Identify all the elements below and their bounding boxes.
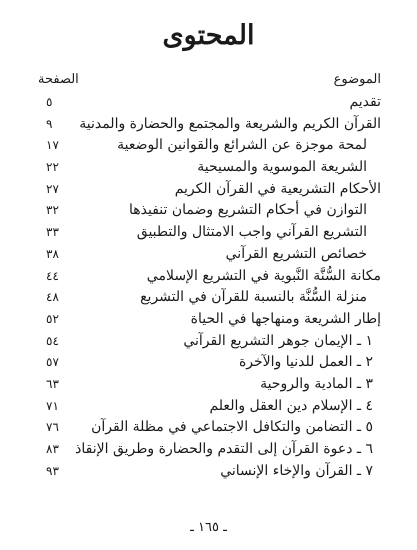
toc-entry-page: ٣٢ (46, 203, 59, 218)
toc-entry-page: ٧٦ (46, 420, 59, 435)
toc-row (0, 352, 417, 374)
toc-entry-page: ٢٢ (46, 160, 59, 175)
toc-entry-title: القرآن الكريم والشريعة والمجتمع والحضارة والمدنية (79, 115, 381, 132)
toc-row (0, 114, 417, 136)
toc-entry-page: ٨٣ (46, 442, 59, 456)
toc-entry-page: ٣٨ (46, 246, 59, 261)
toc-entry-page: ١٧ (46, 138, 59, 153)
toc-entry-title: إطار الشريعة ومنهاجها في الحياة (190, 310, 381, 327)
toc-row (0, 266, 417, 288)
toc-entry-title: مكانة السُّنَّة النَّبوية في التشريع الإسلامي (146, 267, 381, 284)
toc-row (0, 157, 417, 179)
page-number: ـ ١٦٥ ـ (190, 520, 227, 535)
toc-entry-page: ٥٧ (46, 355, 59, 370)
toc-entry-title: الأحكام التشريعية في القرآن الكريم (174, 180, 381, 197)
toc-entry-page: ٩٣ (46, 463, 59, 478)
toc-row (0, 309, 417, 331)
toc-row (0, 374, 417, 396)
toc-entry-page: ٢٧ (46, 181, 59, 196)
toc-entry-page: ٩ (46, 116, 53, 131)
toc-entry-page: ٧١ (46, 398, 59, 413)
toc-entry-title: ٦ ـ دعوة القرآن إلى التقدم والحضارة وطريق الإنقاذ (75, 441, 373, 457)
toc-entry-title: ٣ ـ المادية والروحية (260, 375, 373, 392)
toc-row (0, 222, 417, 244)
toc-entry-page: ٣٣ (46, 225, 59, 240)
toc-entry-page: ٤٨ (46, 290, 59, 305)
toc-list (0, 92, 417, 482)
toc-entry-page: ٥٤ (46, 333, 59, 348)
toc-entry-title: لمحة موجزة عن الشرائع والقوانين الوضعية (117, 137, 367, 154)
toc-entry-title: ١ ـ الإيمان جوهر التشريع القرآني (183, 332, 373, 349)
toc-row (0, 92, 417, 114)
toc-entry-title: منزلة السُّنَّة بالنسبة للقرآن في التشريع (140, 289, 367, 306)
toc-row (0, 135, 417, 157)
toc-row (0, 200, 417, 222)
toc-entry-title: ٧ ـ القرآن والإخاء الإنساني (220, 462, 373, 479)
toc-entry-title: التشريع القرآني واجب الامتثال والتطبيق (136, 224, 367, 241)
page-column-header: الصفحة (38, 72, 79, 87)
toc-entry-title: خصائص التشريع القرآني (225, 245, 367, 262)
toc-entry-page: ٥ (46, 95, 53, 109)
toc-entry-title: ٢ ـ العمل للدنيا والآخرة (238, 354, 373, 371)
toc-row (0, 287, 417, 309)
toc-entry-page: ٤٤ (46, 268, 59, 283)
toc-row (0, 461, 417, 483)
toc-row (0, 331, 417, 353)
toc-row (0, 244, 417, 266)
toc-row (0, 396, 417, 418)
toc-entry-title: ٥ ـ التضامن والتكافل الاجتماعي في مظلة القرآن (91, 419, 373, 436)
toc-entry-title: ٤ ـ الإسلام دين العقل والعلم (209, 397, 373, 414)
toc-entry-title: تقديم (349, 94, 381, 110)
page-title: المحتوى (162, 20, 255, 51)
toc-entry-title: التوازن في أحكام التشريع وضمان تنفيذها (128, 202, 367, 219)
toc-entry-page: ٥٢ (46, 311, 59, 326)
toc-row (0, 179, 417, 201)
toc-entry-page: ٦٣ (46, 376, 59, 391)
topic-column-header: الموضوع (333, 72, 381, 87)
toc-row (0, 417, 417, 439)
toc-row (0, 439, 417, 461)
toc-entry-title: الشريعة الموسوية والمسيحية (197, 159, 367, 176)
